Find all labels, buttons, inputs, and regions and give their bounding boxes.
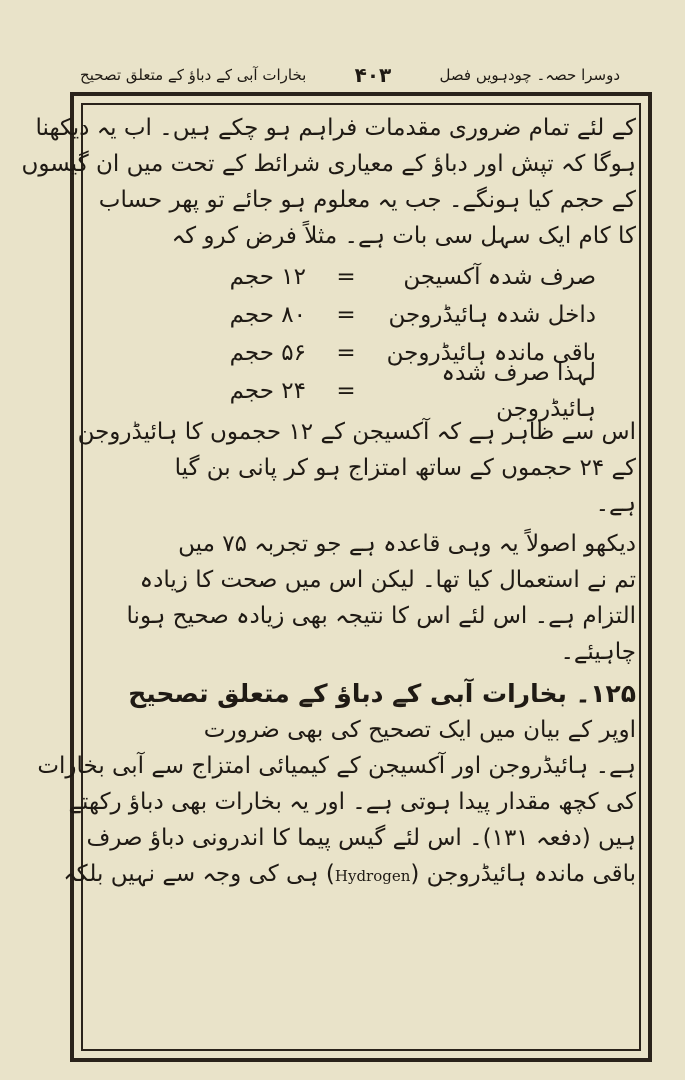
text-line: ہیں (دفعہ ۱۳۱)۔ اس لئے گیس پیما کا اندرونی دباؤ صرف: [86, 825, 636, 851]
table-row: [86, 360, 636, 422]
text-line: ہوگا کہ تپش اور دباؤ کے معیاری شرائط کے تحت میں ان گیسوں: [21, 151, 636, 177]
text-line: کا کام ایک سہل سی بات ہے۔ مثلاً فرض کرو کہ: [171, 223, 636, 249]
text-line: کی کچھ مقدار پیدا ہوتی ہے۔ اور یہ بخارات بھی دباؤ رکھتے: [68, 789, 636, 815]
equals-sign: =: [336, 264, 356, 290]
paragraph-principle: [86, 526, 636, 670]
equals-sign: =: [336, 340, 356, 366]
row-label: باقی ماندہ ہائیڈروجن: [386, 340, 596, 366]
page-content: [21, 110, 636, 1050]
paragraph-correction: [37, 712, 636, 892]
text-segment: باقی ماندہ ہائیڈروجن (: [410, 861, 636, 887]
text-line-last: [63, 856, 636, 892]
header-section-label: دوسرا حصہ۔ چودہویں فصل: [439, 66, 620, 84]
table-row: [86, 258, 636, 296]
paragraph-conclusion: [77, 414, 636, 522]
volume-table: [86, 258, 636, 422]
text-line: کے حجم کیا ہونگے۔ جب یہ معلوم ہو جائے تو پھر حساب: [98, 187, 636, 213]
row-value: ۲۴ حجم: [229, 378, 306, 404]
paragraph-intro: [21, 110, 636, 254]
text-line: اس سے ظاہر ہے کہ آکسیجن کے ۱۲ حجموں کا ہائیڈروجن: [77, 419, 636, 445]
row-value: ۱۲ حجم: [229, 264, 306, 290]
row-label: داخل شدہ ہائیڈروجن: [388, 302, 596, 328]
text-line: تم نے استعمال کیا تھا۔ لیکن اس میں صحت کا زیادہ: [139, 567, 636, 593]
row-label: لہذا صرف شدہ ہائیڈروجن: [441, 360, 596, 422]
latin-term: Hydrogen: [334, 867, 411, 885]
equals-sign: =: [336, 378, 356, 404]
row-value: ۸۰ حجم: [229, 302, 306, 328]
text-line: التزام ہے۔ اس لئے اس کا نتیجہ بھی زیادہ صحیح ہونا: [126, 603, 636, 629]
header-topic-label: بخارات آبی کے دباؤ کے متعلق تصحیح: [80, 66, 307, 84]
running-header: [80, 58, 620, 92]
text-line: کے لئے تمام ضروری مقدمات فراہم ہو چکے ہیں۔ اب یہ دیکھنا: [35, 115, 636, 141]
row-label: صرف شدہ آکسیجن: [403, 264, 596, 290]
text-line: دیکھو اصولاً یہ وہی قاعدہ ہے جو تجربہ ۷۵ میں: [178, 531, 636, 557]
text-line: اوپر کے بیان میں ایک تصحیح کی بھی ضرورت: [203, 717, 636, 743]
page-number: ۴۰۳: [354, 63, 392, 87]
text-line: کے ۲۴ حجموں کے ساتھ امتزاج ہو کر پانی بن گیا: [174, 455, 636, 481]
text-line: چاہیئے۔: [560, 639, 636, 665]
text-segment: ) ہی کی وجہ سے نہیں بلکہ: [63, 861, 335, 887]
section-heading: ۱۲۵۔ بخارات آبی کے دباؤ کے متعلق تصحیح: [128, 679, 636, 708]
equals-sign: =: [336, 302, 356, 328]
text-line: ہے۔: [595, 491, 636, 517]
row-value: ۵۶ حجم: [229, 340, 306, 366]
text-line: ہے۔ ہائیڈروجن اور آکسیجن کے کیمیائی امتزاج سے آبی بخارات: [37, 753, 636, 779]
table-row: [86, 296, 636, 334]
